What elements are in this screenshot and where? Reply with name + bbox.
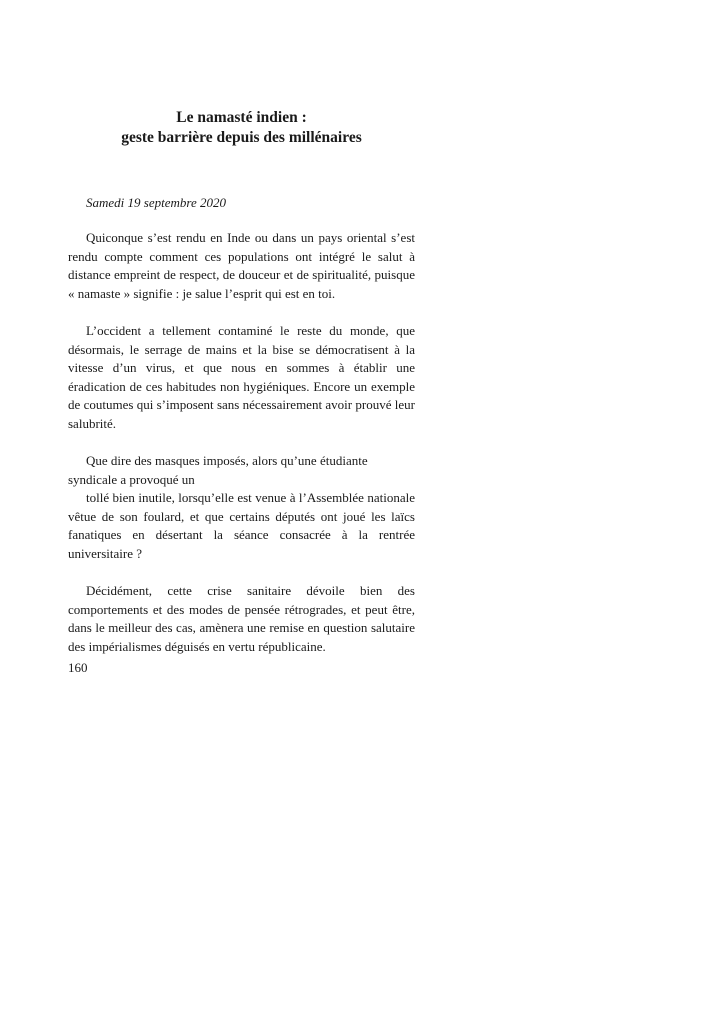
paragraph-3-part-1: Que dire des masques imposés, alors qu’une étudiante syndicale a provoqué un [68, 453, 368, 487]
paragraph-3-part-2: tollé bien inutile, lorsqu’elle est venue à l’Assemblée nationale vêtue de son foulard, et que certains députés ont joué les laïcs fanatiques en désertant la séance consacrée à la rentrée universitaire ? [68, 490, 415, 561]
article-date: Samedi 19 septembre 2020 [86, 195, 226, 210]
title-line-1: Le namasté indien : [176, 109, 307, 126]
page-number: 160 [68, 660, 88, 675]
paragraph-2: L’occident a tellement contaminé le reste du monde, que désormais, le serrage de mains et la bise se démocratisent à la vitesse d’un virus, et que nous en sommes à établir une éradication de ces habitudes non hygiéniques. Encore un exemple de coutumes qui s’imposent sans nécessairement avoir prouvé leur salubrité. [68, 323, 415, 431]
paragraph-1: Quiconque s’est rendu en Inde ou dans un pays oriental s’est rendu compte comment ces populations ont intégré le salut à distance empreint de respect, de douceur et de spiritualité, puisque « namaste » signifie : je salue l’esprit qui est en toi. [68, 230, 415, 301]
document-page [68, 108, 415, 677]
title-line-2: geste barrière depuis des millénaires [121, 129, 362, 146]
paragraph-4: Décidément, cette crise sanitaire dévoile bien des comportements et des modes de pensée rétrogrades, et peut être, dans le meilleur des cas, amènera une remise en question salutaire des impérialismes déguisés en vertu républicaine. [68, 583, 415, 654]
article-title [68, 108, 415, 148]
